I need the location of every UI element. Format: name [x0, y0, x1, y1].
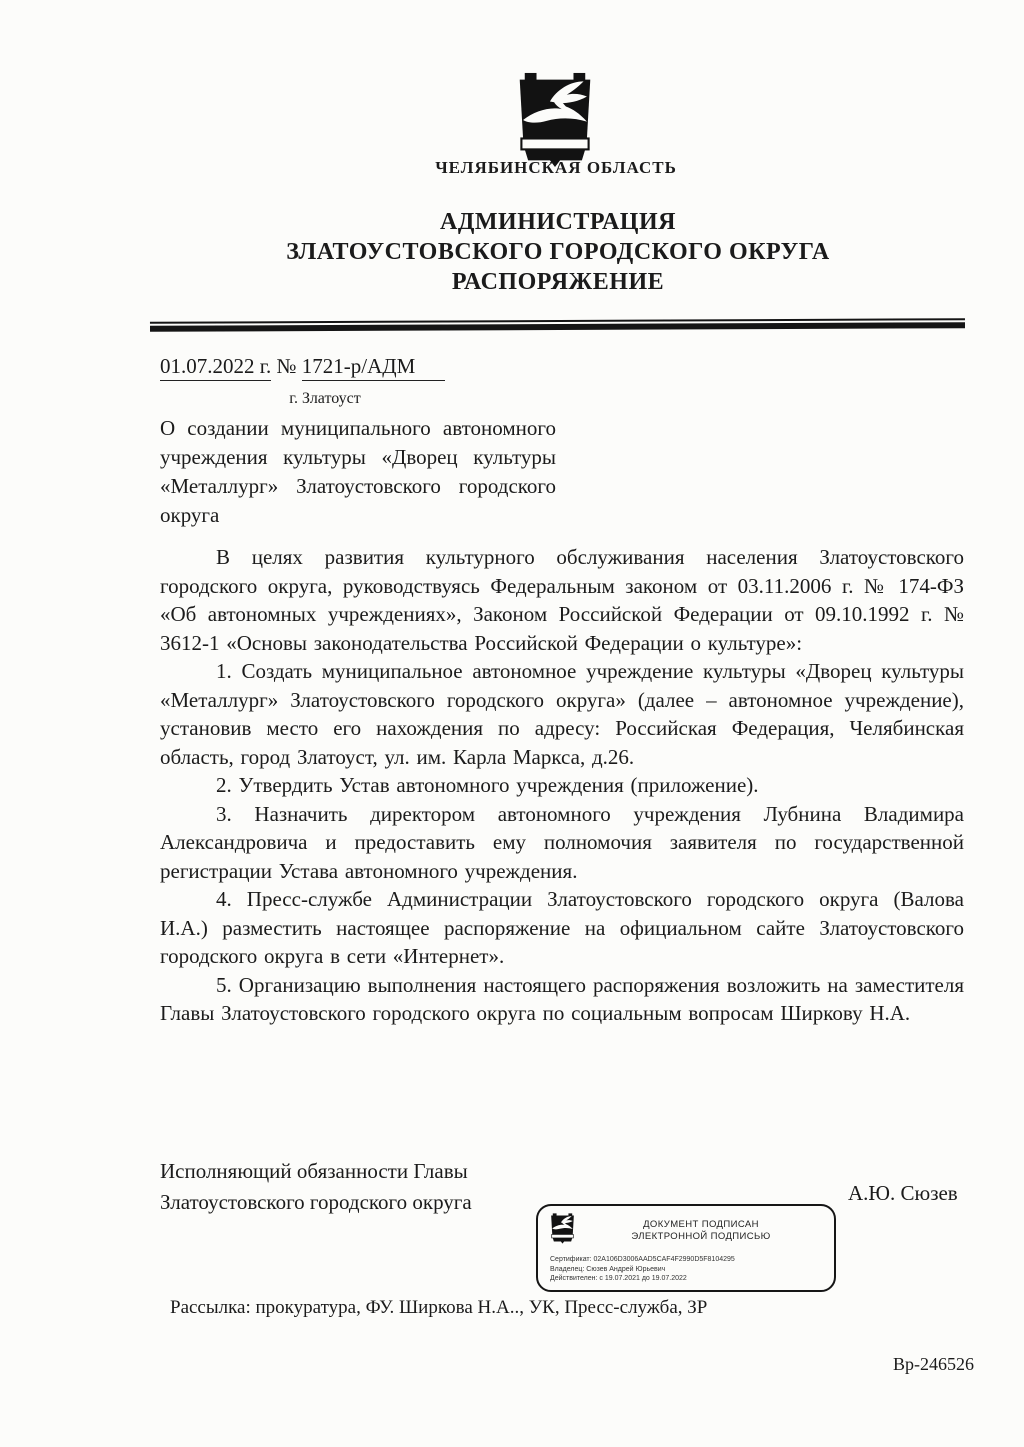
org-title-line2: ЗЛАТОУСТОВСКОГО ГОРОДСКОГО ОКРУГА	[286, 239, 830, 265]
document-title	[286, 207, 829, 297]
stamp-title-line1: ДОКУМЕНТ ПОДПИСАН	[643, 1219, 759, 1230]
stamp-validity: Действителен: с 19.07.2021 до 19.07.2022	[550, 1275, 687, 1282]
stamp-owner: Владелец: Сюзев Андрей Юрьевич	[550, 1265, 666, 1273]
stamp-emblem-icon	[549, 1212, 576, 1245]
stamp-title-line2: ЭЛЕКТРОННОЙ ПОДПИСЬЮ	[631, 1231, 771, 1242]
electronic-signature-stamp	[536, 1204, 836, 1292]
coat-of-arms-icon	[513, 72, 597, 168]
paragraph-item-2: 2. Утвердить Устав автономного учреждения (приложение).	[216, 773, 759, 797]
paragraph-item-5: 5. Организацию выполнения настоящего распоряжения возложить на заместителя Главы Златоустовского городского округа по социальным вопросам Ширкову Н.А.	[160, 972, 964, 1025]
paragraph-item-3: 3. Назначить директором автономного учреждения Лубнина Владимира Александровича и предоставить ему полномочия заявителя по государственной регистрации Устава автономного учреждения.	[160, 801, 964, 883]
distribution-line: Рассылка: прокуратура, ФУ. Ширкова Н.А.., УК, Пресс-служба, ЗР	[170, 1297, 708, 1318]
document-code: Вр-246526	[893, 1354, 974, 1374]
doc-number: 1721-р/АДМ	[302, 354, 446, 381]
org-title-line1: АДМИНИСТРАЦИЯ	[440, 209, 676, 235]
paragraph-item-4: 4. Пресс-службе Администрации Златоустовского городского округа (Валова И.А.) разместить настоящее распоряжение на официальном сайте Златоустовского городского округа в сети «Интернет».	[160, 887, 964, 968]
divider-rule	[150, 318, 965, 334]
date-number-line	[160, 354, 445, 379]
paragraph-item-1: 1. Создать муниципальное автономное учреждение культуры «Дворец культуры «Металлург» Златоустовского городского округа» (далее – автономное учреждение), установив место его нахождения по адресу: Российская Федерация, Челябинская область, город Златоуст, ул. им. Карла Маркса, д.26.	[160, 659, 964, 769]
paragraph-intro: В целях развития культурного обслуживания населения Златоустовского городского округа, руководствуясь Федеральным законом от 03.11.2006 г. № 174-ФЗ «Об автономных учреждениях», Законом Российской Федерации от 09.10.1992 г. № 3612-1 «Основы законодательства Российской Федерации о культуре»:	[160, 545, 964, 655]
stamp-details	[550, 1255, 735, 1284]
signatory-position-line1: Исполняющий обязанности Главы	[160, 1159, 468, 1183]
subject-block: О создании муниципального автономного учреждения культуры «Дворец культуры «Металлург» Златоустовского городского округа	[160, 416, 556, 527]
stamp-title	[586, 1219, 816, 1243]
document-body	[160, 543, 964, 1028]
doc-date: 01.07.2022 г.	[160, 354, 271, 381]
signatory-position	[160, 1156, 590, 1218]
city-label: г. Златоуст	[289, 390, 361, 407]
number-sign: №	[276, 354, 297, 378]
doc-type-label: РАСПОРЯЖЕНИЕ	[451, 269, 665, 295]
signatory-name: А.Ю. Сюзев	[848, 1181, 958, 1205]
region-name: ЧЕЛЯБИНСКАЯ ОБЛАСТЬ	[435, 158, 677, 177]
stamp-certificate: Сертификат: 02A106D3006AAD5CAF4F2990D5F8104295	[550, 1256, 735, 1263]
signatory-position-line2: Златоустовского городского округа	[160, 1190, 472, 1214]
